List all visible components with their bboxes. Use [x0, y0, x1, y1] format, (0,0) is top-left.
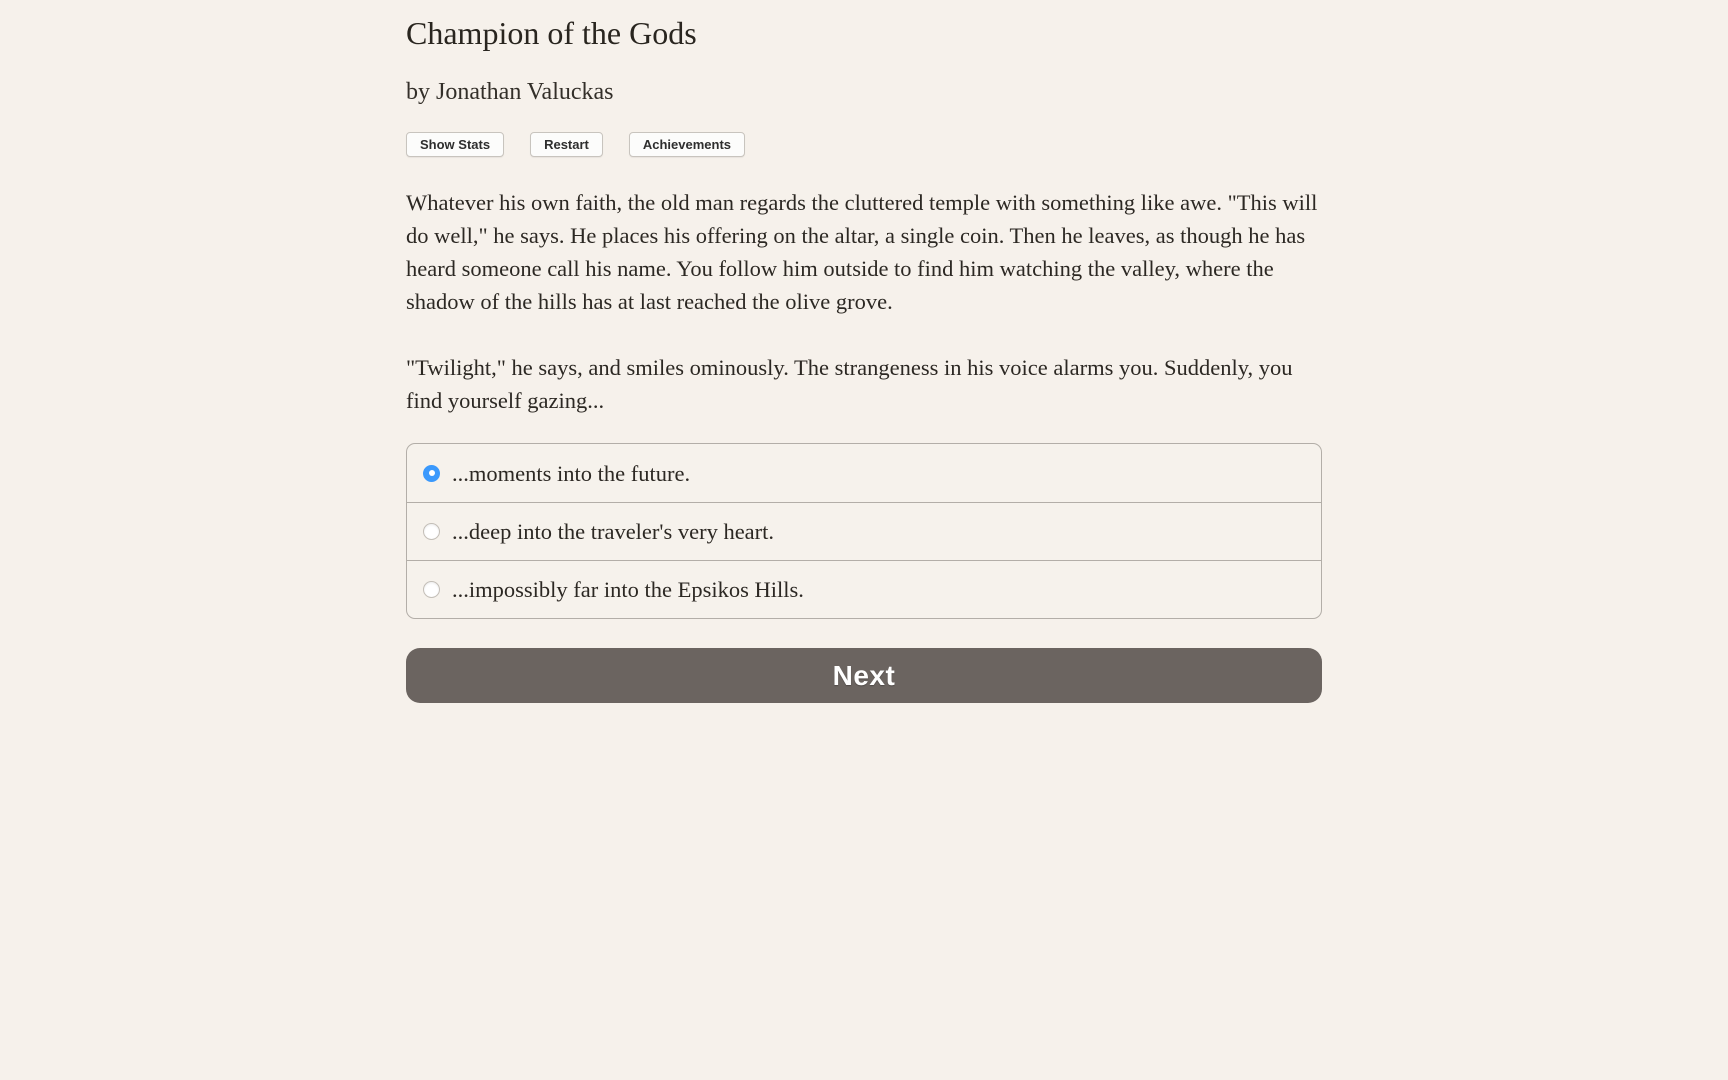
show-stats-button[interactable]: Show Stats [406, 132, 504, 157]
choice-list [406, 443, 1322, 619]
story-paragraph: "Twilight," he says, and smiles ominously. The strangeness in his voice alarms you. Suddenly, you find yourself gazing... [406, 355, 1293, 413]
achievements-button[interactable]: Achievements [629, 132, 745, 157]
choice-option-2[interactable] [407, 502, 1321, 560]
choice-option-label: ...deep into the traveler's very heart. [452, 519, 775, 544]
toolbar [406, 132, 1322, 156]
game-page [406, 0, 1322, 703]
radio-button-icon[interactable] [423, 581, 440, 598]
choice-option-label: ...moments into the future. [452, 460, 691, 486]
choice-option-3[interactable] [407, 560, 1321, 618]
page-title: Champion of the Gods [406, 15, 697, 51]
restart-button[interactable]: Restart [530, 132, 603, 157]
next-button[interactable]: Next [406, 648, 1322, 703]
radio-button-icon[interactable] [423, 465, 440, 482]
author-byline: by Jonathan Valuckas [406, 79, 614, 105]
choice-option-label: ...impossibly far into the Epsikos Hills. [452, 577, 804, 602]
radio-button-icon[interactable] [423, 523, 440, 540]
story-paragraph: Whatever his own faith, the old man regards the cluttered temple with something like awe. "This will do well," he says. He places his offering on the altar, a single coin. Then he leaves, as though he has heard someone call his name. You follow him outside to find him watching the valley, where the shadow of the hills has at last reached the olive grove. [406, 190, 1318, 314]
choice-option-1[interactable] [407, 444, 1321, 502]
story-text [406, 186, 1322, 417]
